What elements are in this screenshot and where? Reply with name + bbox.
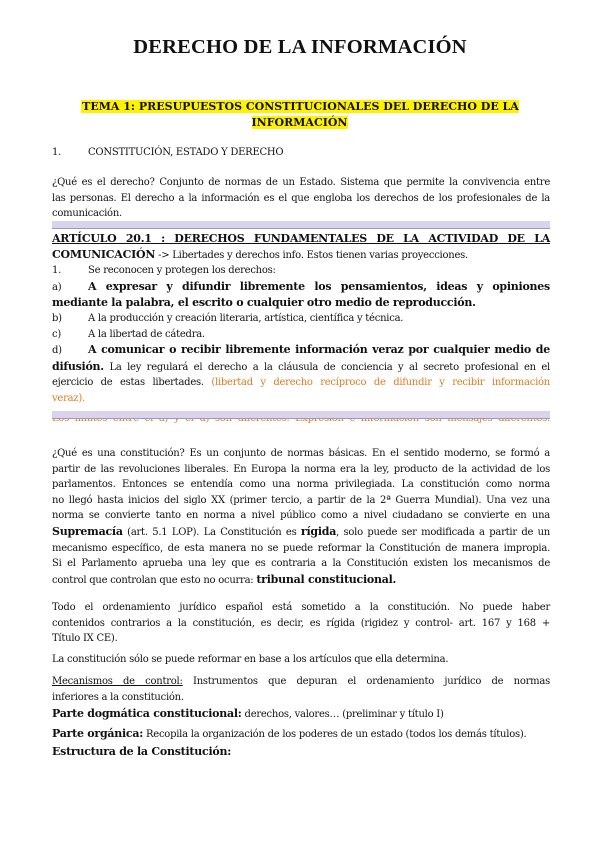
text: , solo puede ser modificada a partir de un bbox=[336, 526, 550, 538]
bold-term: Parte dogmática constitucional: bbox=[52, 707, 242, 720]
orange-note: (libertad y derecho recíproco de difundir y recibir información bbox=[211, 377, 550, 389]
article-heading-line2 bbox=[52, 247, 550, 264]
paragraph-estructura: Estructura de la Constitución: bbox=[52, 745, 232, 758]
text-line: parlamentos. Entonces se entendía como una norma privilegiada. La constitución como norma bbox=[52, 479, 550, 491]
article-heading bbox=[52, 231, 550, 247]
bold-text: difusión. bbox=[52, 359, 104, 373]
item-label: d) bbox=[52, 345, 62, 357]
text: ejercicio de estas libertades. bbox=[52, 377, 212, 389]
item-a-line2: mediante la palabra, el escrito o cualquier otro medio de reproducción. bbox=[52, 296, 476, 310]
text-line: norma se convierte tanto en norma a nivel público como a nivel ciudadano se convierte en una bbox=[52, 510, 550, 522]
text-line: las personas. El derecho a la información es el que engloba los derechos de los profesionales de la bbox=[52, 192, 550, 204]
item-text: A la libertad de cátedra. bbox=[88, 328, 205, 340]
item-d-line3 bbox=[52, 375, 550, 391]
list-item-b bbox=[52, 311, 550, 327]
text-line: mecanismo específico, de esta manera no se puede reformar la Constitución de manera impropia. bbox=[52, 542, 550, 554]
item-label: b) bbox=[52, 312, 62, 324]
item-number: 1. bbox=[52, 265, 62, 277]
list-item-d bbox=[52, 342, 550, 359]
section-number: 1. bbox=[52, 147, 62, 158]
heading-bold: COMUNICACIÓN bbox=[52, 247, 156, 261]
item-text: A expresar y difundir libremente los pensamientos, ideas y opiniones bbox=[88, 279, 550, 293]
text-line: ¿Qué es una constitución? Es un conjunto de normas básicas. En el sentido moderno, se formó a bbox=[52, 448, 550, 459]
paragraph-mecanismos bbox=[52, 674, 550, 705]
paragraph-reforma: La constitución sólo se puede reformar en base a los artículos que ella determina. bbox=[52, 654, 449, 665]
text: Instrumentos que depuran el ordenamiento jurídico de normas bbox=[182, 676, 551, 687]
bold-term: rígida bbox=[300, 524, 337, 538]
paragraph-derecho bbox=[52, 175, 550, 222]
text-line: ¿Qué es el derecho? Conjunto de normas de un Estado. Sistema que permite la convivencia entre bbox=[52, 177, 550, 188]
document-title: DERECHO DE LA INFORMACIÓN bbox=[133, 36, 467, 58]
text-line: contenidos contrarios a la constitución, es decir, es rígida (rigidez y control- art. 167 y 168 + bbox=[52, 617, 550, 629]
item-text: A la producción y creación literaria, artística, científica y técnica. bbox=[88, 312, 404, 324]
paragraph-constitucion bbox=[52, 446, 550, 588]
section-heading bbox=[52, 145, 550, 161]
item-d-line2 bbox=[52, 359, 550, 376]
text-line: no llegó hasta inicios del siglo XX (primer tercio, a partir de la 2ª Guerra Mundial). Una vez una bbox=[52, 494, 550, 506]
section-title: CONSTITUCIÓN, ESTADO Y DERECHO bbox=[88, 147, 284, 158]
topic-subtitle bbox=[60, 99, 540, 131]
text-line bbox=[52, 524, 550, 541]
text: (art. 5.1 LOP). La Constitución es bbox=[122, 526, 301, 538]
paragraph-ordenamiento bbox=[52, 600, 550, 647]
text-line bbox=[52, 572, 550, 589]
item-text: Se reconocen y protegen los derechos: bbox=[88, 265, 276, 277]
underlined-term: Mecanismos de control: bbox=[52, 676, 183, 687]
bold-term: Supremacía bbox=[52, 524, 123, 538]
list-item-1 bbox=[52, 263, 550, 279]
section-divider bbox=[52, 411, 550, 419]
text-line: Título IX CE). bbox=[52, 633, 118, 645]
text: control que controlan que esto no ocurra: bbox=[52, 574, 257, 586]
list-item-a bbox=[52, 279, 550, 296]
text: La ley regulará el derecho a la cláusula de conciencia y al secreto profesional en el bbox=[103, 361, 550, 373]
text-line: Todo el ordenamiento jurídico español está sometido a la constitución. No puede haber bbox=[52, 602, 550, 613]
bold-term: tribunal constitucional. bbox=[256, 572, 397, 586]
text-line: partir de las revoluciones liberales. En Europa la norma era la ley, producto de la actividad de los bbox=[52, 463, 550, 475]
paragraph-dogmatica bbox=[52, 706, 550, 723]
list-item-c bbox=[52, 327, 550, 343]
heading-rest: -> Libertades y derechos info. Estos tienen varias proyecciones. bbox=[155, 249, 468, 261]
article-20-block bbox=[52, 231, 550, 426]
item-text: A comunicar o recibir libremente información veraz por cualquier medio de bbox=[88, 343, 550, 357]
paragraph-organica bbox=[52, 726, 550, 743]
item-label: c) bbox=[52, 328, 62, 340]
bold-term: Parte orgánica: bbox=[52, 727, 144, 740]
subtitle-highlight: TEMA 1: PRESUPUESTOS CONSTITUCIONALES DEL DERECHO DE LA INFORMACIÓN bbox=[82, 100, 519, 129]
item-label: a) bbox=[52, 281, 62, 293]
text-line: comunicación. bbox=[52, 208, 122, 220]
text: derechos, valores… (preliminar y título I) bbox=[241, 709, 444, 720]
text-line: Si el Parlamento aprueba una ley que es contraria a la Constitución existen los mecanismos de bbox=[52, 558, 550, 570]
orange-note-end: veraz). bbox=[52, 392, 85, 404]
text-line bbox=[52, 674, 550, 690]
section-divider bbox=[52, 221, 550, 229]
text-line: inferiores a la constitución. bbox=[52, 691, 184, 703]
article-heading-text: ARTÍCULO 20.1 : DERECHOS FUNDAMENTALES DE LA ACTIVIDAD DE LA bbox=[52, 232, 550, 245]
text: Recopila la organización de los poderes de un estado (todos los demás títulos). bbox=[143, 729, 527, 740]
